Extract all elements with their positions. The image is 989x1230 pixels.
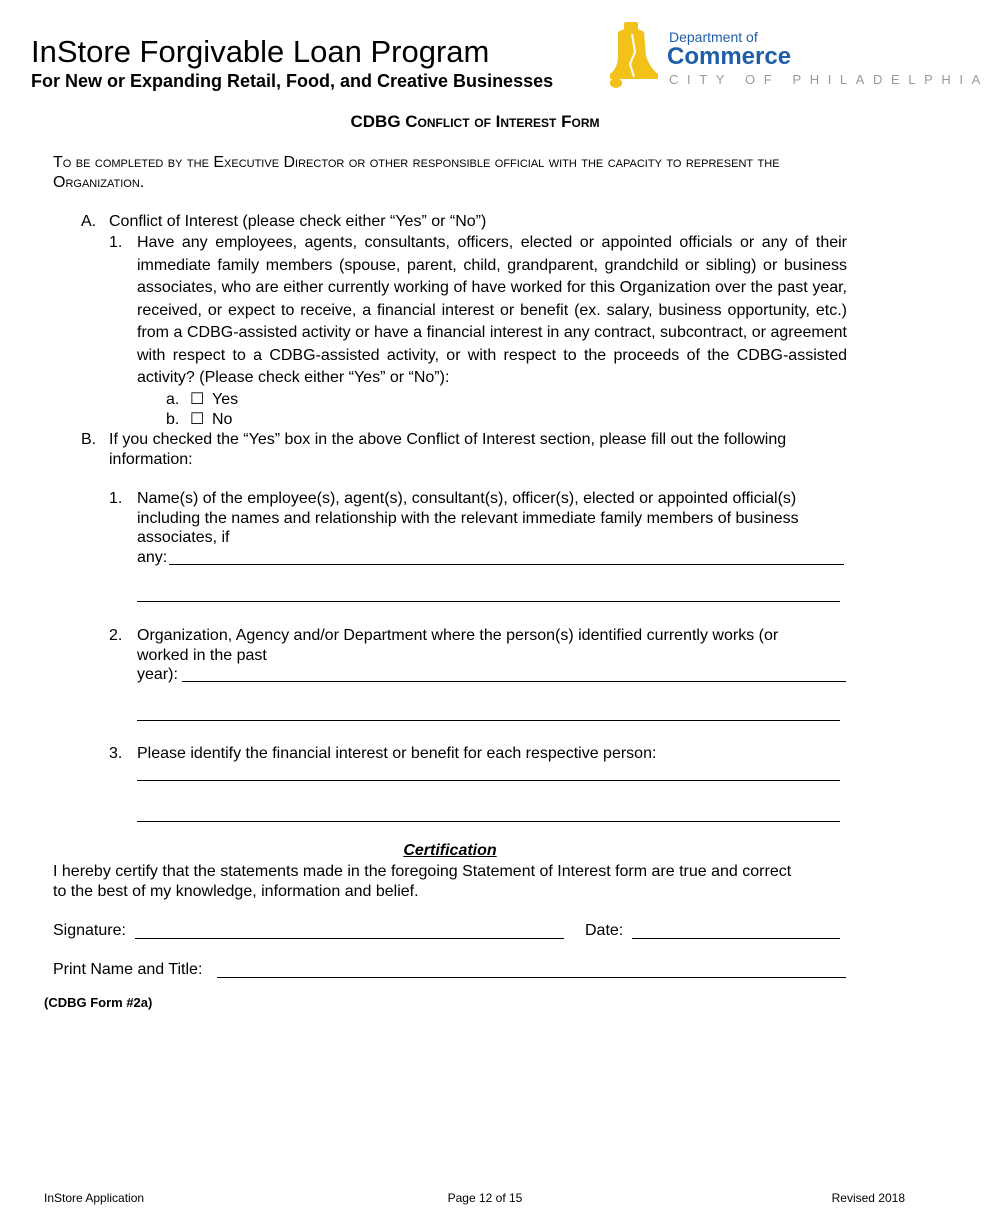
organization-input-line-1[interactable] xyxy=(182,681,846,682)
section-b-q1-line4: any: xyxy=(137,549,168,566)
section-a-marker: A. xyxy=(81,213,97,230)
section-b-marker: B. xyxy=(81,431,97,448)
form-number: (CDBG Form #2a) xyxy=(44,995,153,1010)
signature-label: Signature: xyxy=(53,922,126,939)
benefit-input-line-2[interactable] xyxy=(137,821,840,822)
section-b-q2-line3: year): xyxy=(137,666,178,683)
option-no-label: No xyxy=(212,411,233,428)
section-b-q2-line1: Organization, Agency and/or Department where the person(s) identified currently works (or xyxy=(137,627,779,644)
section-a-heading: Conflict of Interest (please check either “Yes” or “No”) xyxy=(109,213,487,230)
section-b-q2-marker: 2. xyxy=(109,627,123,644)
names-input-line-1[interactable] xyxy=(169,564,844,565)
certification-title: Certification xyxy=(403,842,497,859)
program-subtitle: For New or Expanding Retail, Food, and Creative Businesses xyxy=(31,71,554,91)
section-b-q3-line1: Please identify the financial interest or benefit for each respective person: xyxy=(137,745,657,762)
section-b-q2-line2: worked in the past xyxy=(137,647,267,664)
form-title: CDBG Conflict of Interest Form xyxy=(350,112,600,131)
date-input-line[interactable] xyxy=(632,938,840,939)
option-yes-marker: a. xyxy=(166,391,180,408)
section-b-q1-line3: associates, if xyxy=(137,529,230,546)
logo-department-text: Department of xyxy=(669,29,758,45)
certification-line2: to the best of my knowledge, information and belief. xyxy=(53,883,419,900)
section-a-q1-marker: 1. xyxy=(109,234,123,251)
program-title: InStore Forgivable Loan Program xyxy=(31,34,490,69)
footer-right: Revised 2018 xyxy=(831,1191,905,1205)
section-b-q1-line1: Name(s) of the employee(s), agent(s), consultant(s), officer(s), elected or appointed official(s) xyxy=(137,490,797,507)
liberty-bell-icon xyxy=(606,22,664,90)
section-b-q1-marker: 1. xyxy=(109,490,123,507)
section-a-q1-text: Have any employees, agents, consultants, officers, elected or appointed officials or any of their immediate family members (spouse, parent, child, grandparent, grandchild or sibling) or business associates, who are either currently working of have worked for this Organization over the past year, received, or expect to receive, a financial interest or benefit (ex. salary, business opportunity, etc.) from a CDBG-assisted activity or have a financial interest in any contract, subcontract, or agreement with respect to a CDBG-assisted activity, or with respect to the proceeds of the CDBG-assisted activity? (Please check either “Yes” or “No”): xyxy=(137,234,847,386)
option-no-marker: b. xyxy=(166,411,180,428)
section-b-heading-line1: If you checked the “Yes” box in the above Conflict of Interest section, please fill out the following xyxy=(109,431,787,448)
names-input-line-2[interactable] xyxy=(137,601,840,602)
section-b-heading-line2: information: xyxy=(109,451,193,468)
footer-page-number: Page 12 of 15 xyxy=(447,1191,523,1205)
section-b-q1-line2: including the names and relationship with the relevant immediate family members of business xyxy=(137,510,799,527)
instructions: To be completed by the Executive Director or other responsible official with the capacity to represent the Organization. xyxy=(53,154,780,191)
print-name-input-line[interactable] xyxy=(217,977,846,978)
date-label: Date: xyxy=(585,922,624,939)
logo-city-text: CITY OF PHILADELPHIA xyxy=(669,72,989,87)
option-yes-label: Yes xyxy=(212,391,239,408)
section-b-q3-marker: 3. xyxy=(109,745,123,762)
organization-input-line-2[interactable] xyxy=(137,720,840,721)
footer-left: InStore Application xyxy=(44,1191,145,1205)
certification-line1: I hereby certify that the statements made in the foregoing Statement of Interest form are true and correct xyxy=(53,863,792,880)
signature-input-line[interactable] xyxy=(135,938,564,939)
benefit-input-line-1[interactable] xyxy=(137,780,840,781)
print-name-label: Print Name and Title: xyxy=(53,961,203,978)
no-checkbox[interactable]: ☐ xyxy=(190,411,205,428)
logo-commerce-text: Commerce xyxy=(667,43,792,70)
yes-checkbox[interactable]: ☐ xyxy=(190,391,205,408)
